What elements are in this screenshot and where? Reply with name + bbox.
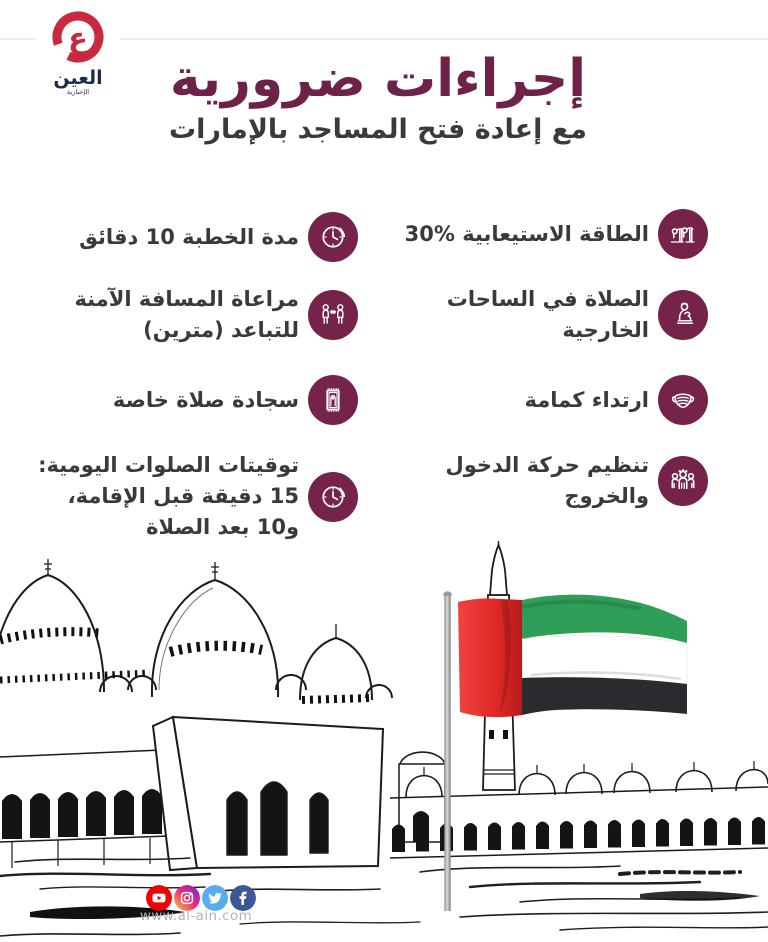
item-capacity-text: الطاقة الاستيعابية %30 [404,221,649,246]
item-sermon-duration [79,212,358,262]
item-safe-distance-text: مراعاة المسافة الآمنة للتباعد (مترين) [74,287,299,342]
page-title: إجراءات ضرورية [169,49,587,109]
item-wear-mask-text: ارتداء كمامة [524,387,649,412]
header-titles [0,48,756,146]
item-sermon-duration-text: مدة الخطبة 10 دقائق [79,224,299,249]
item-prayer-rug [113,375,358,425]
item-wear-mask [525,375,708,425]
page-subtitle: مع إعادة فتح المساجد بالإمارات [169,114,587,145]
praying-person-icon [658,290,708,340]
item-entry-exit [446,450,708,512]
item-entry-exit-text: تنظيم حركة الدخول والخروج [445,453,649,508]
item-outdoor-prayer-text: الصلاة في الساحات الخارجية [446,287,649,342]
item-prayer-rug-text: سجادة صلاة خاصة [112,387,299,412]
item-prayer-timings [38,450,358,543]
alain-logo-wordmark: العين [53,67,103,89]
congregation-prayer-icon [658,209,708,259]
clock-icon [308,472,358,522]
logo-letter: ع [68,21,88,55]
face-mask-icon [658,375,708,425]
clock-icon [308,212,358,262]
item-prayer-timings-text: توقيتات الصلوات اليومية: 15 دقيقة قبل الإقامة، و10 بعد الصلاة [38,453,299,539]
item-outdoor-prayer [447,284,708,346]
item-capacity [405,209,708,259]
uae-flag [436,585,698,917]
website-url[interactable]: www.al-ain.com [139,908,253,924]
prayer-rug-icon [308,375,358,425]
social-distancing-icon [308,290,358,340]
item-safe-distance [74,284,358,346]
alain-logo-tagline: الإخبارية [66,88,90,96]
people-group-icon [658,456,708,506]
